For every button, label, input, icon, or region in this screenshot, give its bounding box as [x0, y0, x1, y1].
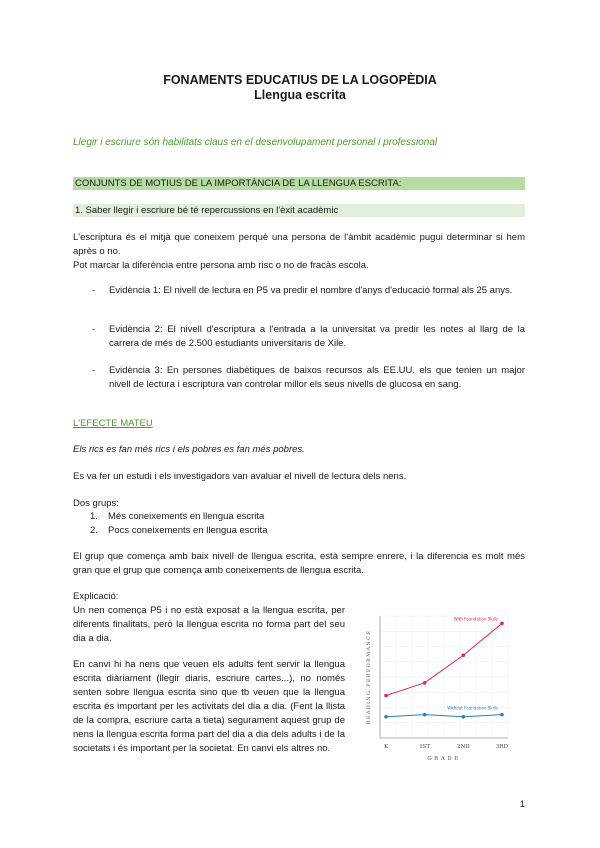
reading-performance-chart: [358, 608, 518, 768]
explanation-paragraph-1: Un nen comença P5 i no està exposat a la llengua escrita, per diferents finalitats, però la llengua escrita no forma part del seu dia a dia.: [73, 605, 345, 644]
paragraph-estudi: Es va fer un estudi i els investigadors van avaluar el nivell de lectura dels nens.: [73, 471, 407, 482]
y-axis-label: READING PERFORMANCE: [366, 629, 372, 725]
evidence-item-3: [92, 364, 525, 392]
document-title: FONAMENTS EDUCATIUS DE LA LOGOPÈDIA: [163, 73, 437, 87]
evidence-text: Evidència 2: El nivell d'escriptura a l'entrada a la universitat va predir les notes al llarg de la carrera de més de 2.500 estudiants universitaris de Xile.: [109, 324, 525, 349]
evidence-item-1: [92, 284, 525, 298]
data-point: [423, 713, 427, 717]
x-tick-label: 2ND: [456, 744, 470, 750]
data-point: [462, 715, 466, 719]
x-tick-label: 3RD: [495, 744, 509, 750]
list-item: [90, 510, 264, 524]
data-point: [462, 653, 466, 657]
data-point: [500, 713, 504, 717]
efecte-mateu-quote: Els rics es fan més rics i els pobres es fan més pobres.: [73, 444, 305, 455]
section-heading-efecte-mateu: L'EFECTE MATEU: [73, 418, 153, 429]
paragraph-diferencia: El grup que comença amb baix nivell de llengua escrita, està sempre enrere, i la diferencia es molt més gran que el grup que comença amb coneixements de llengua escrita.: [73, 551, 525, 576]
bullet-dash: -: [92, 365, 96, 376]
data-point: [384, 694, 388, 698]
series-label: Without Foundation Skills: [447, 705, 498, 711]
document-subtitle-title: Llengua escrita: [254, 88, 346, 102]
paragraph-escriptura: L'escriptura és el mitjà que coneixem perquè una persona de l'àmbit acadèmic pugui determinar si hem après o no.: [73, 232, 525, 257]
section-heading-motius: CONJUNTS DE MOTIUS DE LA IMPORTÀNCIA DE LA LLENGUA ESCRITA:: [73, 177, 525, 190]
explanation-label: Explicació:: [73, 591, 119, 602]
data-point: [423, 681, 427, 685]
list-number: 2.: [90, 525, 98, 536]
list-item: [90, 524, 267, 538]
paragraph-fracas: Pot marcar la diferència entre persona amb risc o no de fracàs escola.: [73, 260, 369, 271]
x-tick-label: K: [383, 744, 389, 750]
groups-label: Dos grups:: [73, 498, 119, 509]
bullet-dash: -: [92, 324, 96, 335]
chart-axes: [366, 616, 509, 762]
list-text: Més coneixements en llengua escrita: [108, 511, 265, 522]
explanation-paragraph-2: En canvi hi ha nens que veuen els adults fent servir la llengua escrita diàriament (llegir diaris, escriure cartes...), no només senten sobre llengua escrita sino que tb veuen que la llengua escrita és important per les activitats del dia a dia. (Fent la llista de la compra, escriure carta a tieta) segurament aquest grup de nens la llengua escrita forma part del dia a dia dels adults i de la societats i és important per la societat. En canvi els altres no.: [73, 659, 345, 754]
x-axis-label: GRADE: [427, 756, 461, 762]
data-point: [384, 715, 388, 719]
intro-italic-line: Llegir i escriure són habilitats claus en el desenvolupament personal i professional: [73, 137, 438, 148]
data-point: [500, 622, 504, 626]
x-tick-label: 1ST: [419, 744, 431, 750]
evidence-text: Evidència 1: El nivell de lectura en P5 va predir el nombre d'anys d'educació formal als 25 anys.: [109, 285, 513, 296]
page-number: 1: [519, 799, 525, 810]
list-text: Pocs coneixements en llengua escrita: [108, 525, 268, 536]
evidence-text: Evidència 3: En persones diabètiques de baixos recursos als EE.UU. els que tenien un major nivell de lectura i escriptura van controlar millor els seus nivells de glucosa en sang.: [109, 365, 525, 390]
subheading-exit-academic: 1. Saber llegir i escriure bé té repercussions en l'èxit acadèmic: [73, 204, 525, 217]
bullet-dash: -: [92, 285, 96, 296]
series-label: With Foundation Skills: [453, 616, 498, 622]
list-number: 1.: [90, 511, 98, 522]
evidence-item-2: [92, 323, 525, 351]
